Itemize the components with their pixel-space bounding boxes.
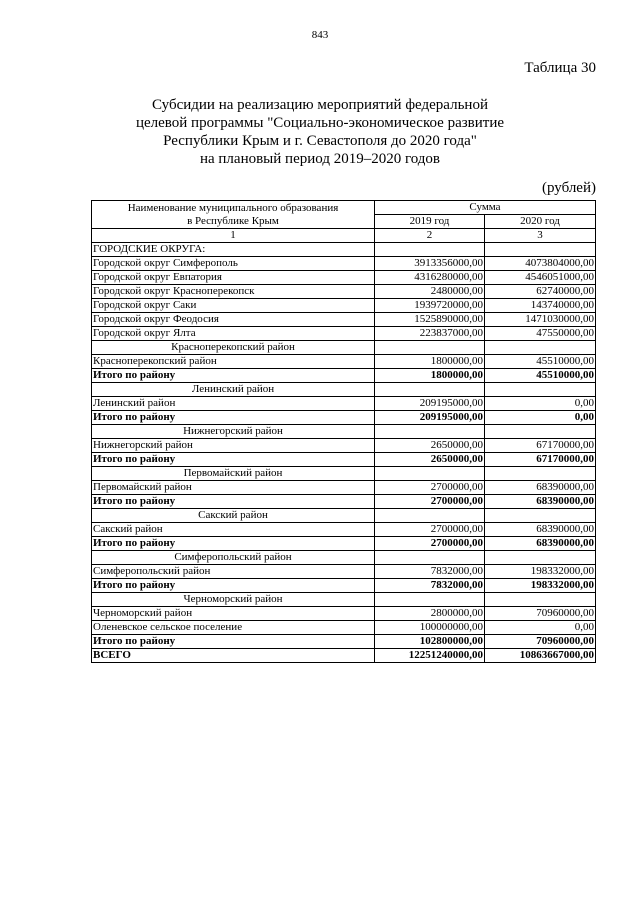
amount-2020: 0,00 [485,397,596,411]
amount-2019: 2700000,00 [375,537,485,551]
amount-2019: 1800000,00 [375,355,485,369]
amount-2019: 2700000,00 [375,495,485,509]
section-row [92,341,596,355]
subsidy-table [91,200,596,663]
header-name-line: в Республике Крым [187,214,279,227]
column-number: 3 [485,229,596,243]
amount-2020: 198332000,00 [485,565,596,579]
column-number-row [92,229,596,243]
table-row [92,313,596,327]
header-row [92,201,596,215]
section-row [92,425,596,439]
total-label: Итого по району [92,495,375,509]
amount-2019: 1800000,00 [375,369,485,383]
amount-2019: 209195000,00 [375,397,485,411]
amount-2020: 47550000,00 [485,327,596,341]
section-label: Нижнегорский район [92,425,375,439]
municipality-name: Красноперекопский район [92,355,375,369]
section-row [92,383,596,397]
section-row [92,509,596,523]
amount-2019: 3913356000,00 [375,257,485,271]
empty-v2019-cell [375,551,485,565]
municipality-name: Ленинский район [92,397,375,411]
header-name-cell [92,201,375,229]
section-label: Ленинский район [92,383,375,397]
title-line: на плановый период 2019–2020 годов [199,151,441,167]
unit-note: (рублей) [541,180,596,196]
total-row [92,411,596,425]
table-row [92,607,596,621]
municipality-name: Городской округ Евпатория [92,271,375,285]
amount-2020: 198332000,00 [485,579,596,593]
amount-2020: 70960000,00 [485,635,596,649]
table-row [92,327,596,341]
group-row [92,243,596,257]
column-number: 1 [92,229,375,243]
total-row [92,579,596,593]
amount-2020: 67170000,00 [485,439,596,453]
column-number: 2 [375,229,485,243]
amount-2019: 1939720000,00 [375,299,485,313]
amount-2019: 2650000,00 [375,453,485,467]
amount-2019: 2800000,00 [375,607,485,621]
amount-2020: 62740000,00 [485,285,596,299]
section-label: Первомайский район [92,467,375,481]
section-label: Сакский район [92,509,375,523]
amount-2019: 12251240000,00 [375,649,485,663]
amount-2020: 68390000,00 [485,537,596,551]
amount-2019: 223837000,00 [375,327,485,341]
municipality-name: Городской округ Саки [92,299,375,313]
table-row [92,397,596,411]
amount-2019: 2700000,00 [375,481,485,495]
total-label: Итого по району [92,579,375,593]
table-row [92,299,596,313]
empty-v2020-cell [485,551,596,565]
amount-2019: 2480000,00 [375,285,485,299]
amount-2020: 1471030000,00 [485,313,596,327]
total-row [92,635,596,649]
total-row [92,495,596,509]
amount-2019: 209195000,00 [375,411,485,425]
empty-v2019-cell [375,467,485,481]
municipality-name: Городской округ Красноперекопск [92,285,375,299]
total-row [92,537,596,551]
empty-v2019-cell [375,243,485,257]
empty-v2020-cell [485,341,596,355]
total-row [92,649,596,663]
amount-2020: 45510000,00 [485,369,596,383]
section-label: Красноперекопский район [92,341,375,355]
table-row [92,271,596,285]
amount-2019: 4316280000,00 [375,271,485,285]
page-number: 843 [311,29,329,41]
table-label: Таблица 30 [524,60,596,76]
section-row [92,593,596,607]
empty-v2020-cell [485,243,596,257]
table-row [92,257,596,271]
empty-v2020-cell [485,509,596,523]
empty-v2019-cell [375,509,485,523]
document-title [0,96,640,168]
amount-2020: 4073804000,00 [485,257,596,271]
amount-2020: 68390000,00 [485,495,596,509]
table-row [92,565,596,579]
municipality-name: Нижнегорский район [92,439,375,453]
header-year-2019: 2019 год [375,215,485,229]
amount-2020: 143740000,00 [485,299,596,313]
group-label: ГОРОДСКИЕ ОКРУГА: [92,243,375,257]
header-sum-cell: Сумма [375,201,596,215]
empty-v2019-cell [375,341,485,355]
table-row [92,439,596,453]
amount-2020: 45510000,00 [485,355,596,369]
municipality-name: Первомайский район [92,481,375,495]
total-label: ВСЕГО [92,649,375,663]
header-name-line: Наименование муниципального образования [127,201,339,214]
section-label: Симферопольский район [92,551,375,565]
municipality-name: Оленевское сельское поселение [92,621,375,635]
total-row [92,369,596,383]
municipality-name: Городской округ Ялта [92,327,375,341]
amount-2020: 10863667000,00 [485,649,596,663]
title-line: целевой программы "Социально-экономическое развитие [135,115,505,131]
empty-v2020-cell [485,383,596,397]
empty-v2019-cell [375,593,485,607]
table-header [92,201,596,243]
municipality-name: Симферопольский район [92,565,375,579]
title-line: Субсидии на реализацию мероприятий федеральной [152,97,488,113]
section-label: Черноморский район [92,593,375,607]
total-label: Итого по району [92,453,375,467]
empty-v2019-cell [375,425,485,439]
total-row [92,453,596,467]
title-line: Республики Крым и г. Севастополя до 2020 года" [163,133,477,149]
amount-2019: 2650000,00 [375,439,485,453]
amount-2019: 102800000,00 [375,635,485,649]
empty-v2019-cell [375,383,485,397]
empty-v2020-cell [485,467,596,481]
amount-2020: 68390000,00 [485,481,596,495]
amount-2019: 7832000,00 [375,579,485,593]
table-row [92,621,596,635]
table-row [92,481,596,495]
table-row [92,285,596,299]
municipality-name: Городской округ Феодосия [92,313,375,327]
total-label: Итого по району [92,635,375,649]
total-label: Итого по району [92,537,375,551]
table-body [92,243,596,663]
total-label: Итого по району [92,411,375,425]
empty-v2020-cell [485,593,596,607]
section-row [92,467,596,481]
table-row [92,523,596,537]
amount-2019: 100000000,00 [375,621,485,635]
amount-2019: 7832000,00 [375,565,485,579]
amount-2020: 0,00 [485,621,596,635]
total-label: Итого по району [92,369,375,383]
amount-2020: 4546051000,00 [485,271,596,285]
table-row [92,355,596,369]
amount-2020: 68390000,00 [485,523,596,537]
municipality-name: Городской округ Симферополь [92,257,375,271]
amount-2019: 2700000,00 [375,523,485,537]
section-row [92,551,596,565]
header-year-2020: 2020 год [485,215,596,229]
municipality-name: Черноморский район [92,607,375,621]
amount-2020: 0,00 [485,411,596,425]
amount-2019: 1525890000,00 [375,313,485,327]
empty-v2020-cell [485,425,596,439]
amount-2020: 70960000,00 [485,607,596,621]
amount-2020: 67170000,00 [485,453,596,467]
municipality-name: Сакский район [92,523,375,537]
